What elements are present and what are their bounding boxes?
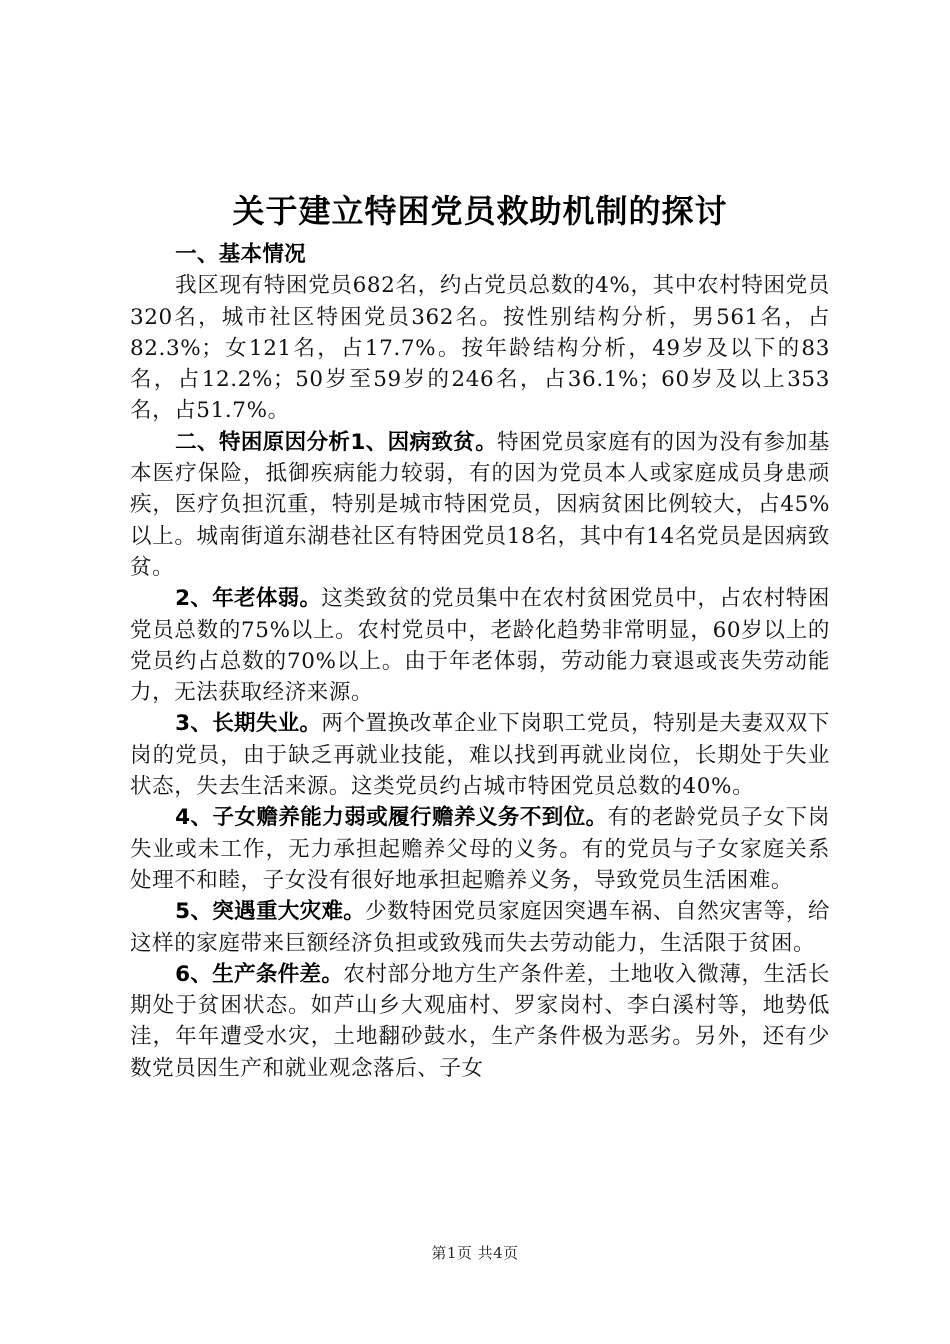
cause-6-text: 农村部分地方生产条件差，土地收入微薄，生活长期处于贫困状态。如芦山乡大观庙村、罗家岗村、李白溪村等，地势低洼，年年遭受水灾，土地翻砂鼓水，生产条件极为恶劣。另外，还有少数党员因生产和就业观念落后、子女 bbox=[130, 961, 830, 1081]
cause-6-heading: 6、生产条件差。 bbox=[175, 961, 344, 987]
section-basic-paragraph bbox=[130, 239, 830, 270]
cause-4-paragraph bbox=[130, 802, 830, 896]
cause-3-heading: 3、长期失业。 bbox=[175, 711, 322, 737]
section-basic-heading: 一、基本情况 bbox=[175, 242, 306, 267]
cause-1-text: 特困党员家庭有的因为没有参加基本医疗保险，抵御疾病能力较弱，有的因为党员本人或家庭成员身患顽疾，医疗负担沉重，特别是城市特困党员，因病贫困比例较大，占45%以上。城南街道东湖巷社区有特困党员18名，其中有14名党员是因病致贫。 bbox=[130, 429, 830, 580]
cause-1-heading: 1、因病致贫。 bbox=[350, 429, 498, 455]
cause-5-text: 少数特困党员家庭因突遇车祸、自然灾害等，给这样的家庭带来巨额经济负担或致残而失去劳动能力，生活限于贫困。 bbox=[130, 899, 830, 956]
cause-2-text: 这类致贫的党员集中在农村贫困党员中，占农村特困党员总数的75%以上。农村党员中，老龄化趋势非常明显，60岁以上的党员约占总数的70%以上。由于年老体弱，劳动能力衰退或丧失劳动能力，无法获取经济来源。 bbox=[130, 586, 830, 706]
section-causes-heading: 二、特困原因分析 bbox=[175, 429, 351, 455]
cause-6-paragraph bbox=[130, 959, 830, 1084]
cause-5-heading: 5、突遇重大灾难。 bbox=[175, 899, 366, 925]
page-footer: 第1页 共4页 bbox=[431, 1244, 519, 1262]
cause-4-text: 有的老龄党员子女下岗失业或未工作，无力承担起赡养父母的义务。有的党员与子女家庭关系处理不和睦，子女没有很好地承担起赡养义务，导致党员生活困难。 bbox=[130, 805, 830, 893]
document-body bbox=[130, 183, 830, 1084]
cause-3-text: 两个置换改革企业下岗职工党员，特别是夫妻双双下岗的党员，由于缺乏再就业技能，难以找到再就业岗位，长期处于失业状态，失去生活来源。这类党员约占城市特困党员总数的40%。 bbox=[130, 711, 830, 800]
cause-4-heading: 4、子女赡养能力弱或履行赡养义务不到位。 bbox=[175, 805, 608, 831]
cause-2-heading: 2、年老体弱。 bbox=[175, 586, 322, 612]
cause-5-paragraph bbox=[130, 896, 830, 959]
document-title: 关于建立特困党员救助机制的探讨 bbox=[232, 192, 728, 230]
cause-2-paragraph bbox=[130, 583, 830, 708]
cause-3-paragraph bbox=[130, 708, 830, 802]
cause-1-paragraph bbox=[130, 427, 830, 583]
section-basic-text: 我区现有特困党员682名，约占党员总数的4%，其中农村特困党员320名，城市社区特困党员362名。按性别结构分析，男561名，占82.3%；女121名，占17.7%。按年龄结构分析，49岁及以下的83名，占12.2%；50岁至59岁的246名，占36.1%；60岁及以上353名，占51.7%。 bbox=[130, 273, 830, 424]
